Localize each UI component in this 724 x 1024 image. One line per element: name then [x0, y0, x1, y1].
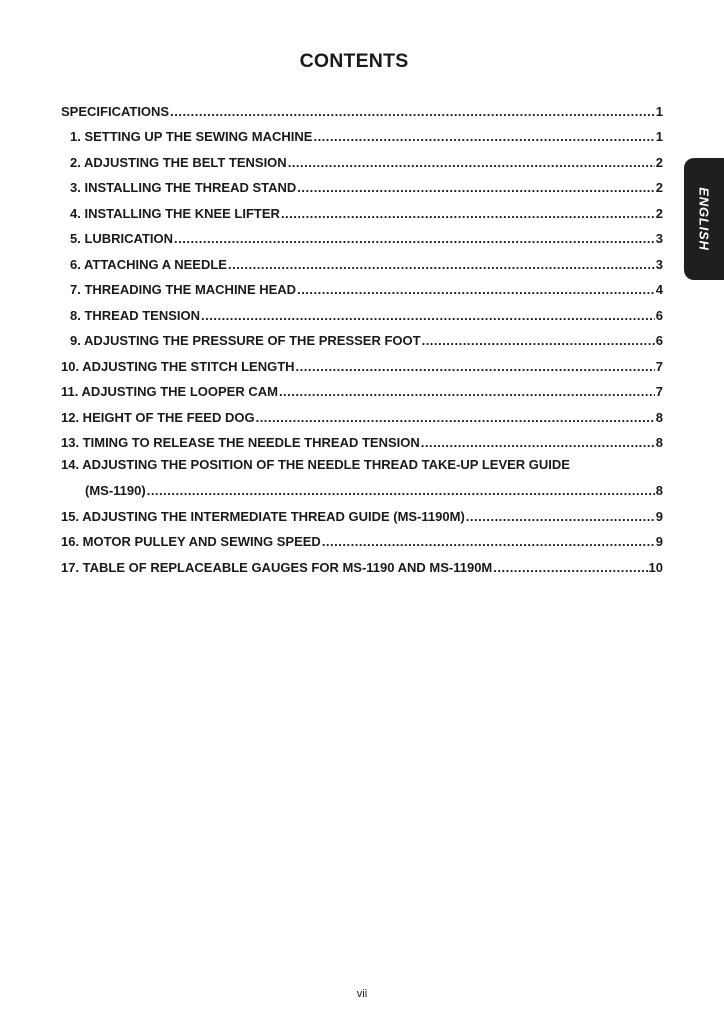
toc-entry-page: 6 [655, 307, 663, 323]
dot-leader [297, 180, 654, 198]
toc-entry-13[interactable] [61, 428, 663, 454]
toc-entry-page: 4 [655, 282, 663, 297]
dot-leader [421, 435, 655, 453]
dot-leader [256, 410, 655, 428]
toc-entry-3[interactable] [61, 173, 663, 199]
toc-entry-page: 6 [655, 333, 663, 348]
toc-entry-label: 10. ADJUSTING THE STITCH LENGTH [61, 358, 295, 374]
dot-leader [493, 560, 647, 578]
toc-entry-6[interactable] [61, 249, 663, 275]
toc-entry-page: 8 [655, 483, 663, 498]
toc-entry-label: SPECIFICATIONS [61, 103, 170, 119]
page-title: CONTENTS [299, 50, 409, 72]
toc-entry-7[interactable] [61, 275, 663, 301]
toc-entry-10[interactable] [61, 351, 663, 377]
toc-entry-label: 13. TIMING TO RELEASE THE NEEDLE THREAD TENSION [61, 435, 420, 450]
toc-entry-page: 10 [648, 559, 663, 575]
toc-entry-label: 16. MOTOR PULLEY AND SEWING SPEED [61, 534, 321, 549]
dot-leader [297, 282, 655, 300]
toc-entry-4[interactable] [61, 198, 663, 224]
toc-entry-label: 8. THREAD TENSION [70, 307, 201, 323]
toc-entry-label-continued: (MS-1190) [85, 483, 146, 498]
toc-entry-page: 7 [655, 358, 663, 374]
toc-entry-label: 1. SETTING UP THE SEWING MACHINE [70, 129, 313, 144]
toc-entry-label: 15. ADJUSTING THE INTERMEDIATE THREAD GUIDE (MS-1190M) [61, 508, 465, 524]
dot-leader [466, 509, 655, 527]
toc-entry-label: 2. ADJUSTING THE BELT TENSION [70, 154, 287, 170]
page-number: vii [356, 988, 368, 1000]
toc-entry-11[interactable] [61, 377, 663, 403]
toc-entry-8[interactable] [61, 300, 663, 326]
table-of-contents [61, 96, 663, 578]
toc-entry-16[interactable] [61, 527, 663, 553]
toc-entry-page: 9 [655, 508, 663, 524]
toc-entry-12[interactable] [61, 402, 663, 428]
toc-entry-page: 3 [655, 256, 663, 272]
dot-leader [279, 384, 655, 402]
dot-leader [288, 155, 655, 173]
toc-entry-2[interactable] [61, 147, 663, 173]
toc-entry-label: 9. ADJUSTING THE PRESSURE OF THE PRESSER FOOT [70, 333, 421, 348]
toc-entry-label: 6. ATTACHING A NEEDLE [70, 256, 227, 272]
dot-leader [201, 308, 655, 326]
dot-leader [296, 359, 655, 377]
toc-entry-page: 2 [655, 154, 663, 170]
toc-entry-label: 12. HEIGHT OF THE FEED DOG [61, 409, 255, 425]
toc-entry-15[interactable] [61, 501, 663, 527]
dot-leader [174, 231, 655, 249]
dot-leader [281, 206, 655, 224]
toc-entry-page: 7 [655, 384, 663, 399]
toc-entry-9[interactable] [61, 326, 663, 352]
toc-entry-specifications[interactable] [61, 96, 663, 122]
toc-entry-label: 11. ADJUSTING THE LOOPER CAM [61, 384, 278, 399]
toc-entry-page: 2 [655, 205, 663, 221]
language-tab-label: ENGLISH [696, 187, 712, 251]
dot-leader [313, 129, 654, 147]
toc-entry-page: 1 [655, 103, 663, 119]
toc-entry-page: 8 [655, 409, 663, 425]
toc-entry-1[interactable] [61, 122, 663, 148]
dot-leader [170, 104, 655, 122]
toc-entry-5[interactable] [61, 224, 663, 250]
dot-leader [228, 257, 655, 275]
toc-entry-page: 2 [655, 180, 663, 195]
dot-leader [422, 333, 655, 351]
toc-entry-label: 4. INSTALLING THE KNEE LIFTER [70, 205, 280, 221]
toc-entry-17[interactable] [61, 552, 663, 578]
dot-leader [147, 483, 655, 501]
toc-entry-label: 3. INSTALLING THE THREAD STAND [70, 180, 297, 195]
toc-entry-label: 17. TABLE OF REPLACEABLE GAUGES FOR MS-1190 AND MS-1190M [61, 559, 493, 575]
language-tab [684, 158, 724, 280]
dot-leader [322, 534, 655, 552]
toc-entry-page: 8 [655, 435, 663, 450]
toc-entry-label: 7. THREADING THE MACHINE HEAD [70, 282, 297, 297]
toc-entry-label: 14. ADJUSTING THE POSITION OF THE NEEDLE THREAD TAKE-UP LEVER GUIDE [61, 457, 570, 472]
toc-entry-page: 9 [655, 534, 663, 549]
toc-entry-page: 1 [655, 129, 663, 144]
toc-entry-14[interactable] [61, 453, 663, 501]
toc-entry-label: 5. LUBRICATION [70, 231, 174, 246]
toc-entry-page: 3 [655, 231, 663, 246]
